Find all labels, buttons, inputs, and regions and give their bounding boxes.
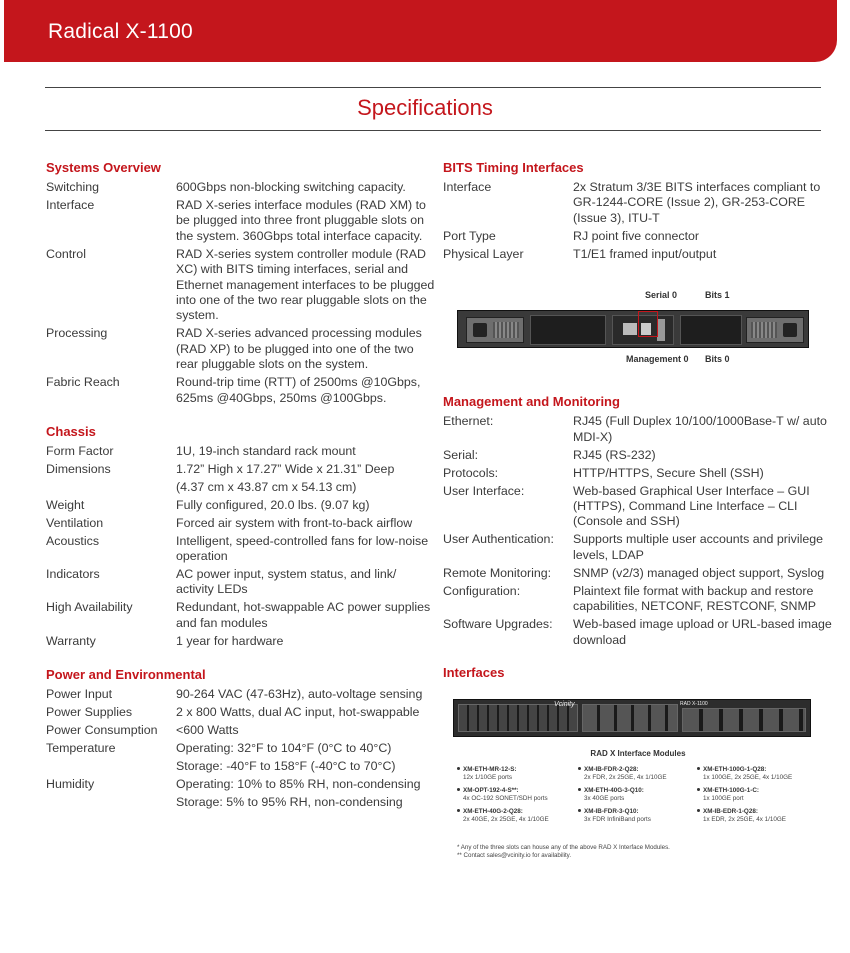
section-title: Management and Monitoring [443, 394, 620, 410]
spec-label: Power Input [46, 686, 113, 701]
serial-port-label: Serial 0 [645, 290, 678, 301]
footnote: ** Contact sales@vcinity.io for availability. [457, 851, 572, 859]
spec-value: 1.72” High x 17.27” Wide x 21.31” Deep [176, 461, 395, 476]
header-banner [4, 0, 837, 62]
spec-label: High Availability [46, 600, 133, 615]
spec-label: Indicators [46, 567, 100, 582]
spec-label: Dimensions [46, 461, 111, 476]
bits0-label: Bits 0 [705, 354, 730, 365]
spec-label: Protocols: [443, 465, 499, 480]
spec-value: Redundant, hot-swappable AC power supplies and fan modules [176, 600, 431, 630]
spec-row [443, 247, 833, 262]
section-systems-overview [46, 160, 436, 406]
page-title: Specifications [357, 95, 493, 120]
product-title: Radical X-1100 [48, 20, 193, 43]
section-title: Interfaces [443, 664, 505, 680]
right-column [443, 160, 833, 860]
module-name: XM-ETH-40G-2-Q28: [457, 808, 577, 816]
spec-value: RJ45 (Full Duplex 10/100/1000Base-T w/ auto MDI-X) [573, 414, 827, 444]
section-title: Systems Overview [46, 160, 161, 175]
modules-title: RAD X Interface Modules [590, 748, 686, 758]
spec-label: Power Consumption [46, 722, 158, 737]
spec-label [46, 795, 176, 810]
bottom-rule [45, 130, 821, 131]
spec-row [443, 532, 833, 563]
spec-label [46, 480, 176, 495]
module-list [443, 766, 833, 840]
spec-value: HTTP/HTTPS, Secure Shell (SSH) [573, 465, 764, 480]
spec-label: Warranty [46, 633, 96, 648]
spec-value: Operating: 32°F to 104°F (0°C to 40°C) [176, 740, 392, 755]
spec-value: RAD X-series interface modules (RAD XM) to be plugged into three front pluggable slots on the system. 360Gbps total interface capacity. [176, 198, 426, 243]
spec-value: 90-264 VAC (47-63Hz), auto-voltage sensing [176, 686, 423, 701]
spec-row [443, 566, 833, 581]
brand-logo: Vcinity [554, 700, 575, 708]
spec-label: Power Supplies [46, 704, 133, 719]
module-desc: 4x OC-192 SONET/SDH ports [463, 794, 548, 802]
spec-label [46, 759, 176, 774]
spec-value: Storage: 5% to 95% RH, non-condensing [176, 794, 403, 809]
spec-value: Web-based image upload or URL-based image download [573, 617, 832, 647]
spec-row [46, 326, 436, 372]
spec-row [443, 180, 833, 226]
spec-row [46, 634, 436, 649]
spec-value: 2x Stratum 3/3E BITS interfaces compliant to GR-1244-CORE (Issue 2), GR-253-CORE (Issue 3), ITU-T [573, 180, 821, 225]
spec-label: Interface [46, 198, 95, 212]
module-slot-1 [458, 704, 578, 732]
module-desc: 2x 40GE, 2x 25GE, 4x 1/10GE [463, 815, 549, 823]
spec-row [443, 229, 833, 244]
module-name: XM-ETH-MR-12-S: [457, 766, 577, 774]
spec-row [46, 180, 436, 195]
spec-row [46, 723, 436, 738]
spec-row [46, 462, 436, 477]
spec-row [443, 448, 833, 463]
spec-row [443, 466, 833, 481]
rear-slot-right [680, 315, 742, 345]
spec-row [46, 444, 436, 459]
module-desc: 12x 1/10GE ports [463, 773, 513, 781]
spec-value: Round-trip time (RTT) of 2500ms @10Gbps, 625ms @40Gbps, 250ms @100Gbps. [176, 375, 421, 405]
spec-label: Temperature [46, 740, 116, 755]
spec-row [46, 687, 436, 702]
bits1-label: Bits 1 [705, 290, 730, 301]
spec-label: User Authentication: [443, 532, 554, 547]
spec-label: Processing [46, 326, 108, 341]
management-port-label: Management 0 [626, 354, 689, 365]
spec-label: Configuration: [443, 583, 521, 598]
spec-label: Interface [443, 180, 492, 194]
spec-row [443, 617, 833, 648]
spec-row [443, 414, 833, 445]
module-name: XM-ETH-100G-1-C: [697, 787, 817, 795]
spec-value: Operating: 10% to 85% RH, non-condensing [176, 776, 421, 791]
spec-value: (4.37 cm x 43.87 cm x 54.13 cm) [176, 479, 357, 494]
section-interfaces [443, 665, 833, 860]
section-chassis [46, 424, 436, 650]
spec-row [46, 480, 436, 495]
section-management-monitoring [443, 394, 833, 648]
front-panel-chassis [453, 699, 811, 737]
section-title: BITS Timing Interfaces [443, 160, 584, 175]
spec-value: RAD X-series advanced processing modules (RAD XP) to be plugged into one of the two rear pluggable slots on the system. [176, 326, 422, 372]
spec-value: RJ45 (RS-232) [573, 447, 656, 462]
module-slot-2 [582, 704, 678, 732]
spec-label: Fabric Reach [46, 375, 120, 390]
rear-panel-figure [443, 290, 833, 390]
spec-value: Intelligent, speed-controlled fans for low-noise operation [176, 533, 429, 564]
module-name: XM-IB-EDR-1-Q28: [697, 808, 817, 816]
spec-label: Switching [46, 180, 100, 194]
spec-label: Weight [46, 497, 85, 512]
spec-label: Serial: [443, 447, 479, 462]
module-column [457, 766, 577, 829]
spec-row [46, 247, 436, 324]
bits-port-icon [657, 319, 665, 341]
spec-value: RAD X-series system controller module (RAD XC) with BITS timing interfaces, serial and Ethernet management interfaces to be plugged into one of the two rear pluggable slots on the system. [176, 246, 435, 323]
module-desc: 2x FDR, 2x 25GE, 4x 1/10GE [584, 773, 667, 781]
spec-label: Humidity [46, 776, 95, 791]
section-title: Chassis [46, 423, 96, 439]
spec-value: Fully configured, 20.0 lbs. (9.07 kg) [176, 497, 370, 512]
spec-row [46, 600, 436, 631]
controller-module [612, 315, 674, 345]
section-title: Power and Environmental [46, 666, 206, 682]
spec-row [46, 795, 436, 810]
module-desc: 1x 100GE port [703, 794, 744, 802]
footnote: * Any of the three slots can house any of the above RAD X Interface Modules. [457, 843, 670, 851]
top-rule [45, 87, 821, 88]
spec-row [46, 498, 436, 513]
power-supply-left [466, 317, 524, 343]
spec-value: 600Gbps non-blocking switching capacity. [176, 180, 406, 194]
module-desc: 1x 100GE, 2x 25GE, 4x 1/10GE [703, 773, 793, 781]
spec-value: RJ point five connector [573, 228, 700, 243]
spec-row [46, 567, 436, 598]
module-column [578, 766, 698, 829]
spec-label: Acoustics [46, 533, 100, 548]
spec-row [46, 777, 436, 792]
spec-row [46, 375, 436, 406]
power-supply-right [746, 317, 804, 343]
module-desc: 3x 40GE ports [584, 794, 625, 802]
rear-panel-chassis [457, 310, 809, 348]
spec-value: Plaintext file format with backup and restore capabilities, NETCONF, RESTCONF, SNMP [573, 583, 817, 614]
module-name: XM-ETH-40G-3-Q10: [578, 787, 698, 795]
module-desc: 1x EDR, 2x 25GE, 4x 1/10GE [703, 815, 786, 823]
module-name: XM-OPT-192-4-S**: [457, 787, 577, 795]
spec-row [443, 584, 833, 615]
module-name: XM-IB-FDR-2-Q28: [578, 766, 698, 774]
spec-label: User Interface: [443, 483, 525, 498]
module-column [697, 766, 817, 829]
spec-label: Form Factor [46, 443, 114, 458]
spec-row [443, 484, 833, 530]
spec-value: 2 x 800 Watts, dual AC input, hot-swappable [176, 704, 420, 719]
rear-slot-left [530, 315, 606, 345]
spec-value: T1/E1 framed input/output [573, 246, 717, 261]
spec-value: Forced air system with front-to-back airflow [176, 515, 413, 530]
spec-value: Storage: -40°F to 158°F (-40°C to 70°C) [176, 758, 396, 773]
spec-value: 1 year for hardware [176, 633, 284, 648]
spec-label: Ethernet: [443, 414, 494, 429]
section-power-environmental [46, 667, 436, 810]
spec-row [46, 705, 436, 720]
spec-row [46, 534, 436, 565]
spec-value: AC power input, system status, and link/ activity LEDs [176, 567, 397, 597]
left-column [46, 160, 436, 813]
spec-label: Port Type [443, 228, 496, 243]
spec-value: Web-based Graphical User Interface – GUI (HTTPS), Command Line Interface – CLI (Console and SSH) [573, 483, 810, 529]
spec-label: Remote Monitoring: [443, 565, 552, 580]
spec-value: 1U, 19-inch standard rack mount [176, 443, 356, 458]
front-model-label: RAD X-1100 [680, 700, 708, 707]
spec-value: Supports multiple user accounts and privilege levels, LDAP [573, 532, 824, 562]
spec-value: SNMP (v2/3) managed object support, Syslog [573, 565, 825, 580]
section-bits-timing [443, 160, 833, 262]
front-panel-figure [443, 699, 833, 745]
spec-row [46, 759, 436, 774]
spec-label: Physical Layer [443, 246, 524, 261]
module-slot-3 [682, 708, 806, 732]
spec-row [46, 198, 436, 244]
spec-value: <600 Watts [176, 722, 239, 737]
spec-row [46, 741, 436, 756]
module-desc: 3x FDR InfiniBand ports [584, 815, 651, 823]
spec-label: Control [46, 246, 86, 261]
spec-label: Ventilation [46, 515, 104, 530]
module-name: XM-IB-FDR-3-Q10: [578, 808, 698, 816]
ethernet-port-icon [623, 323, 637, 335]
module-name: XM-ETH-100G-1-Q28: [697, 766, 817, 774]
spec-row [46, 516, 436, 531]
spec-label: Software Upgrades: [443, 617, 553, 632]
